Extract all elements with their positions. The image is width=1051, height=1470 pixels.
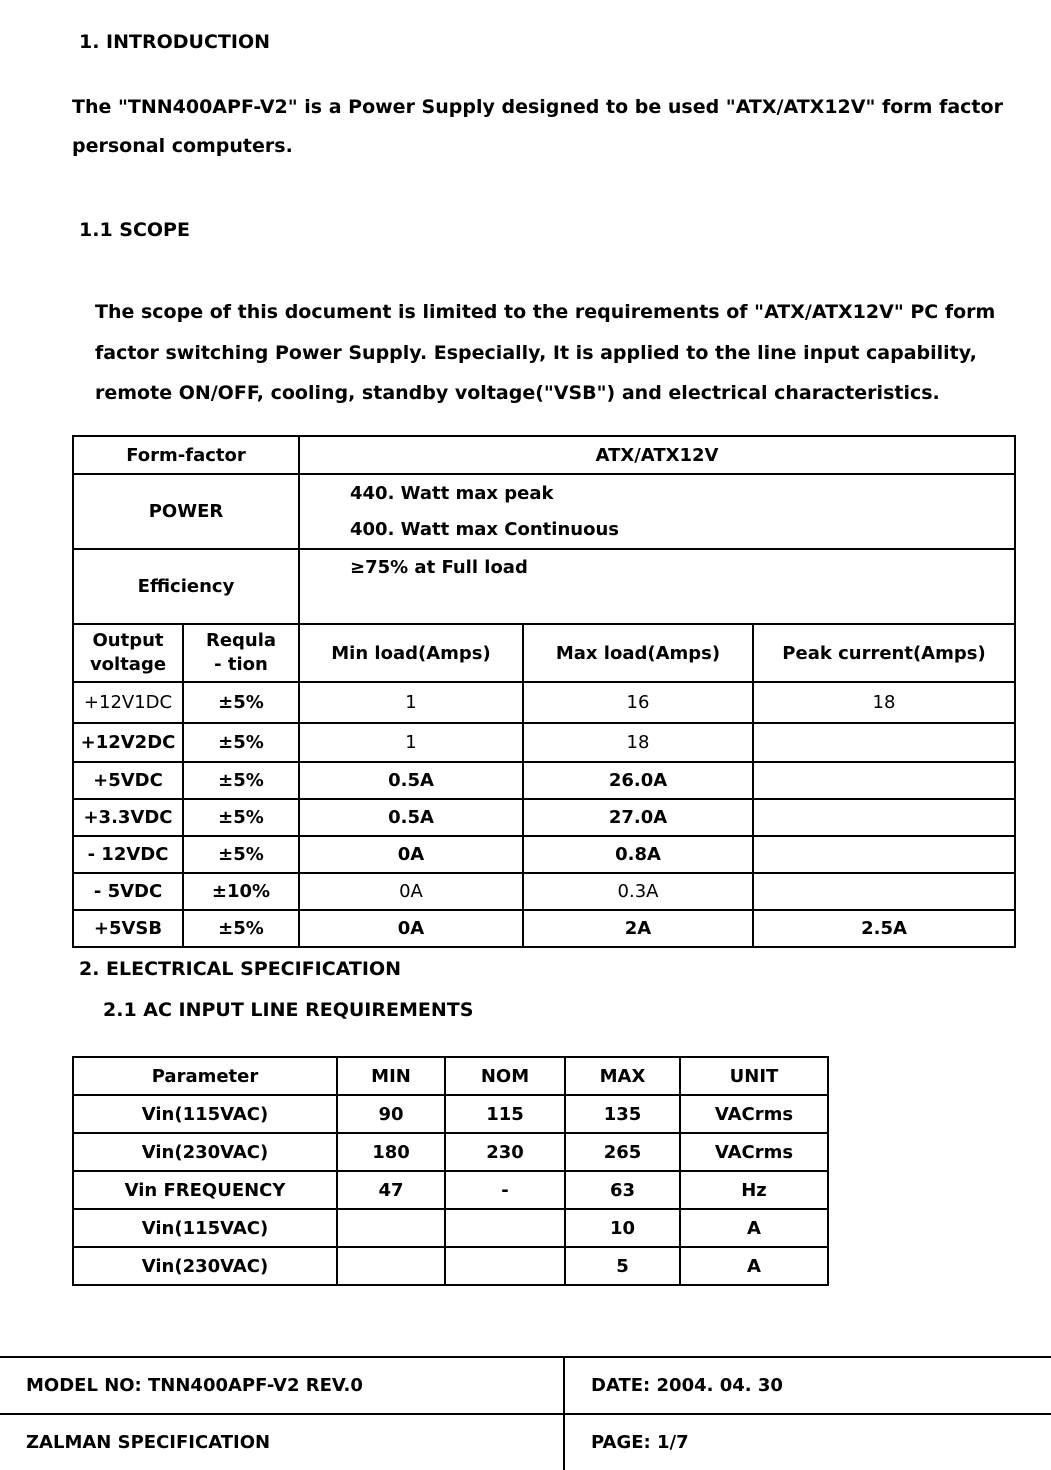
table-row: [73, 762, 1015, 799]
min-cell: 180: [337, 1133, 445, 1171]
unit-cell: A: [680, 1247, 828, 1285]
table-row: [73, 836, 1015, 873]
ac-input-table: [72, 1056, 829, 1286]
table-row: [73, 723, 1015, 762]
table-row: [73, 1095, 828, 1133]
parameter-cell: Vin FREQUENCY: [73, 1171, 337, 1209]
table-row: [73, 1171, 828, 1209]
scope-line-1: The scope of this document is limited to the requirements of "ATX/ATX12V" PC form: [95, 301, 996, 323]
max-load-cell: 27.0A: [523, 799, 753, 836]
output-voltage-cell: +5VDC: [73, 762, 183, 799]
regulation-cell: ±5%: [183, 762, 299, 799]
table-row: [73, 1209, 828, 1247]
min-load-cell: 0A: [299, 836, 523, 873]
header-output-line-2: voltage: [89, 654, 167, 675]
footer-company: ZALMAN SPECIFICATION: [0, 1414, 564, 1470]
min-load-cell: 0A: [299, 873, 523, 910]
header-min-load: Min load(Amps): [299, 624, 523, 682]
efficiency-label: Efficiency: [73, 549, 299, 624]
parameter-cell: Vin(230VAC): [73, 1247, 337, 1285]
min-cell: 47: [337, 1171, 445, 1209]
table-row: [73, 873, 1015, 910]
output-voltage-cell: +5VSB: [73, 910, 183, 947]
unit-cell: Hz: [680, 1171, 828, 1209]
efficiency-value: [299, 549, 1015, 624]
header-regulation-line-1: Requla: [205, 630, 277, 651]
efficiency-line: ≥75% at Full load: [350, 557, 528, 578]
max-load-cell: 18: [523, 723, 753, 762]
min-load-cell: 0.5A: [299, 762, 523, 799]
max-cell: 63: [565, 1171, 680, 1209]
min-load-cell: 1: [299, 723, 523, 762]
section-2-heading: 2. ELECTRICAL SPECIFICATION: [79, 958, 401, 980]
footer-block: [0, 1356, 1051, 1470]
parameter-cell: Vin(115VAC): [73, 1095, 337, 1133]
peak-current-cell: [753, 762, 1015, 799]
header-max-load: Max load(Amps): [523, 624, 753, 682]
max-load-cell: 16: [523, 682, 753, 723]
max-load-cell: 2A: [523, 910, 753, 947]
unit-cell: A: [680, 1209, 828, 1247]
regulation-cell: ±5%: [183, 799, 299, 836]
max-load-cell: 0.3A: [523, 873, 753, 910]
regulation-cell: ±5%: [183, 836, 299, 873]
peak-current-cell: 18: [753, 682, 1015, 723]
max-cell: 265: [565, 1133, 680, 1171]
min-cell: 90: [337, 1095, 445, 1133]
max-cell: 10: [565, 1209, 680, 1247]
min-load-cell: 0A: [299, 910, 523, 947]
max-load-cell: 0.8A: [523, 836, 753, 873]
header-peak-current: Peak current(Amps): [753, 624, 1015, 682]
peak-current-cell: [753, 799, 1015, 836]
header-nom: NOM: [445, 1057, 565, 1095]
peak-current-cell: 2.5A: [753, 910, 1015, 947]
header-output-voltage: [73, 624, 183, 682]
footer-date: DATE: 2004. 04. 30: [564, 1357, 1051, 1414]
peak-current-cell: [753, 723, 1015, 762]
form-factor-label: Form-factor: [73, 436, 299, 474]
table-row: [73, 910, 1015, 947]
table-row: [73, 799, 1015, 836]
scope-line-2: factor switching Power Supply. Especially, It is applied to the line input capability,: [95, 342, 977, 364]
table-row: [73, 682, 1015, 723]
header-unit: UNIT: [680, 1057, 828, 1095]
nom-cell: [445, 1209, 565, 1247]
power-label: POWER: [73, 474, 299, 549]
regulation-cell: ±5%: [183, 723, 299, 762]
section-1-1-heading: 1.1 SCOPE: [79, 219, 190, 241]
regulation-cell: ±10%: [183, 873, 299, 910]
nom-cell: -: [445, 1171, 565, 1209]
footer-model: MODEL NO: TNN400APF-V2 REV.0: [0, 1357, 564, 1414]
regulation-cell: ±5%: [183, 682, 299, 723]
unit-cell: VACrms: [680, 1133, 828, 1171]
section-1-heading: 1. INTRODUCTION: [79, 31, 270, 53]
nom-cell: 115: [445, 1095, 565, 1133]
parameter-cell: Vin(115VAC): [73, 1209, 337, 1247]
intro-line-2: personal computers.: [72, 135, 293, 157]
header-output-line-1: Output: [92, 630, 164, 651]
table-row: [73, 1133, 828, 1171]
header-max: MAX: [565, 1057, 680, 1095]
max-cell: 5: [565, 1247, 680, 1285]
min-cell: [337, 1209, 445, 1247]
regulation-cell: ±5%: [183, 910, 299, 947]
power-line-1: 440. Watt max peak: [350, 482, 554, 504]
header-parameter: Parameter: [73, 1057, 337, 1095]
parameter-cell: Vin(230VAC): [73, 1133, 337, 1171]
output-voltage-cell: +12V1DC: [73, 682, 183, 723]
table-header-row: [73, 1057, 828, 1095]
peak-current-cell: [753, 873, 1015, 910]
section-2-1-heading: 2.1 AC INPUT LINE REQUIREMENTS: [103, 999, 474, 1021]
power-line-2: 400. Watt max Continuous: [350, 518, 619, 540]
intro-line-1: The "TNN400APF-V2" is a Power Supply designed to be used "ATX/ATX12V" form factor: [72, 96, 1003, 118]
max-load-cell: 26.0A: [523, 762, 753, 799]
scope-line-3: remote ON/OFF, cooling, standby voltage("VSB") and electrical characteristics.: [95, 382, 940, 404]
power-spec-table: [72, 435, 1016, 948]
form-factor-value: ATX/ATX12V: [299, 436, 1015, 474]
peak-current-cell: [753, 836, 1015, 873]
output-voltage-cell: +3.3VDC: [73, 799, 183, 836]
header-regulation-line-2: - tion: [214, 654, 268, 675]
min-cell: [337, 1247, 445, 1285]
max-cell: 135: [565, 1095, 680, 1133]
min-load-cell: 0.5A: [299, 799, 523, 836]
header-min: MIN: [337, 1057, 445, 1095]
table-row: [73, 1247, 828, 1285]
nom-cell: [445, 1247, 565, 1285]
output-voltage-cell: +12V2DC: [73, 723, 183, 762]
output-voltage-cell: - 12VDC: [73, 836, 183, 873]
header-regulation: [183, 624, 299, 682]
min-load-cell: 1: [299, 682, 523, 723]
footer-page: PAGE: 1/7: [564, 1414, 1051, 1470]
unit-cell: VACrms: [680, 1095, 828, 1133]
nom-cell: 230: [445, 1133, 565, 1171]
output-voltage-cell: - 5VDC: [73, 873, 183, 910]
power-value: [299, 474, 1015, 549]
